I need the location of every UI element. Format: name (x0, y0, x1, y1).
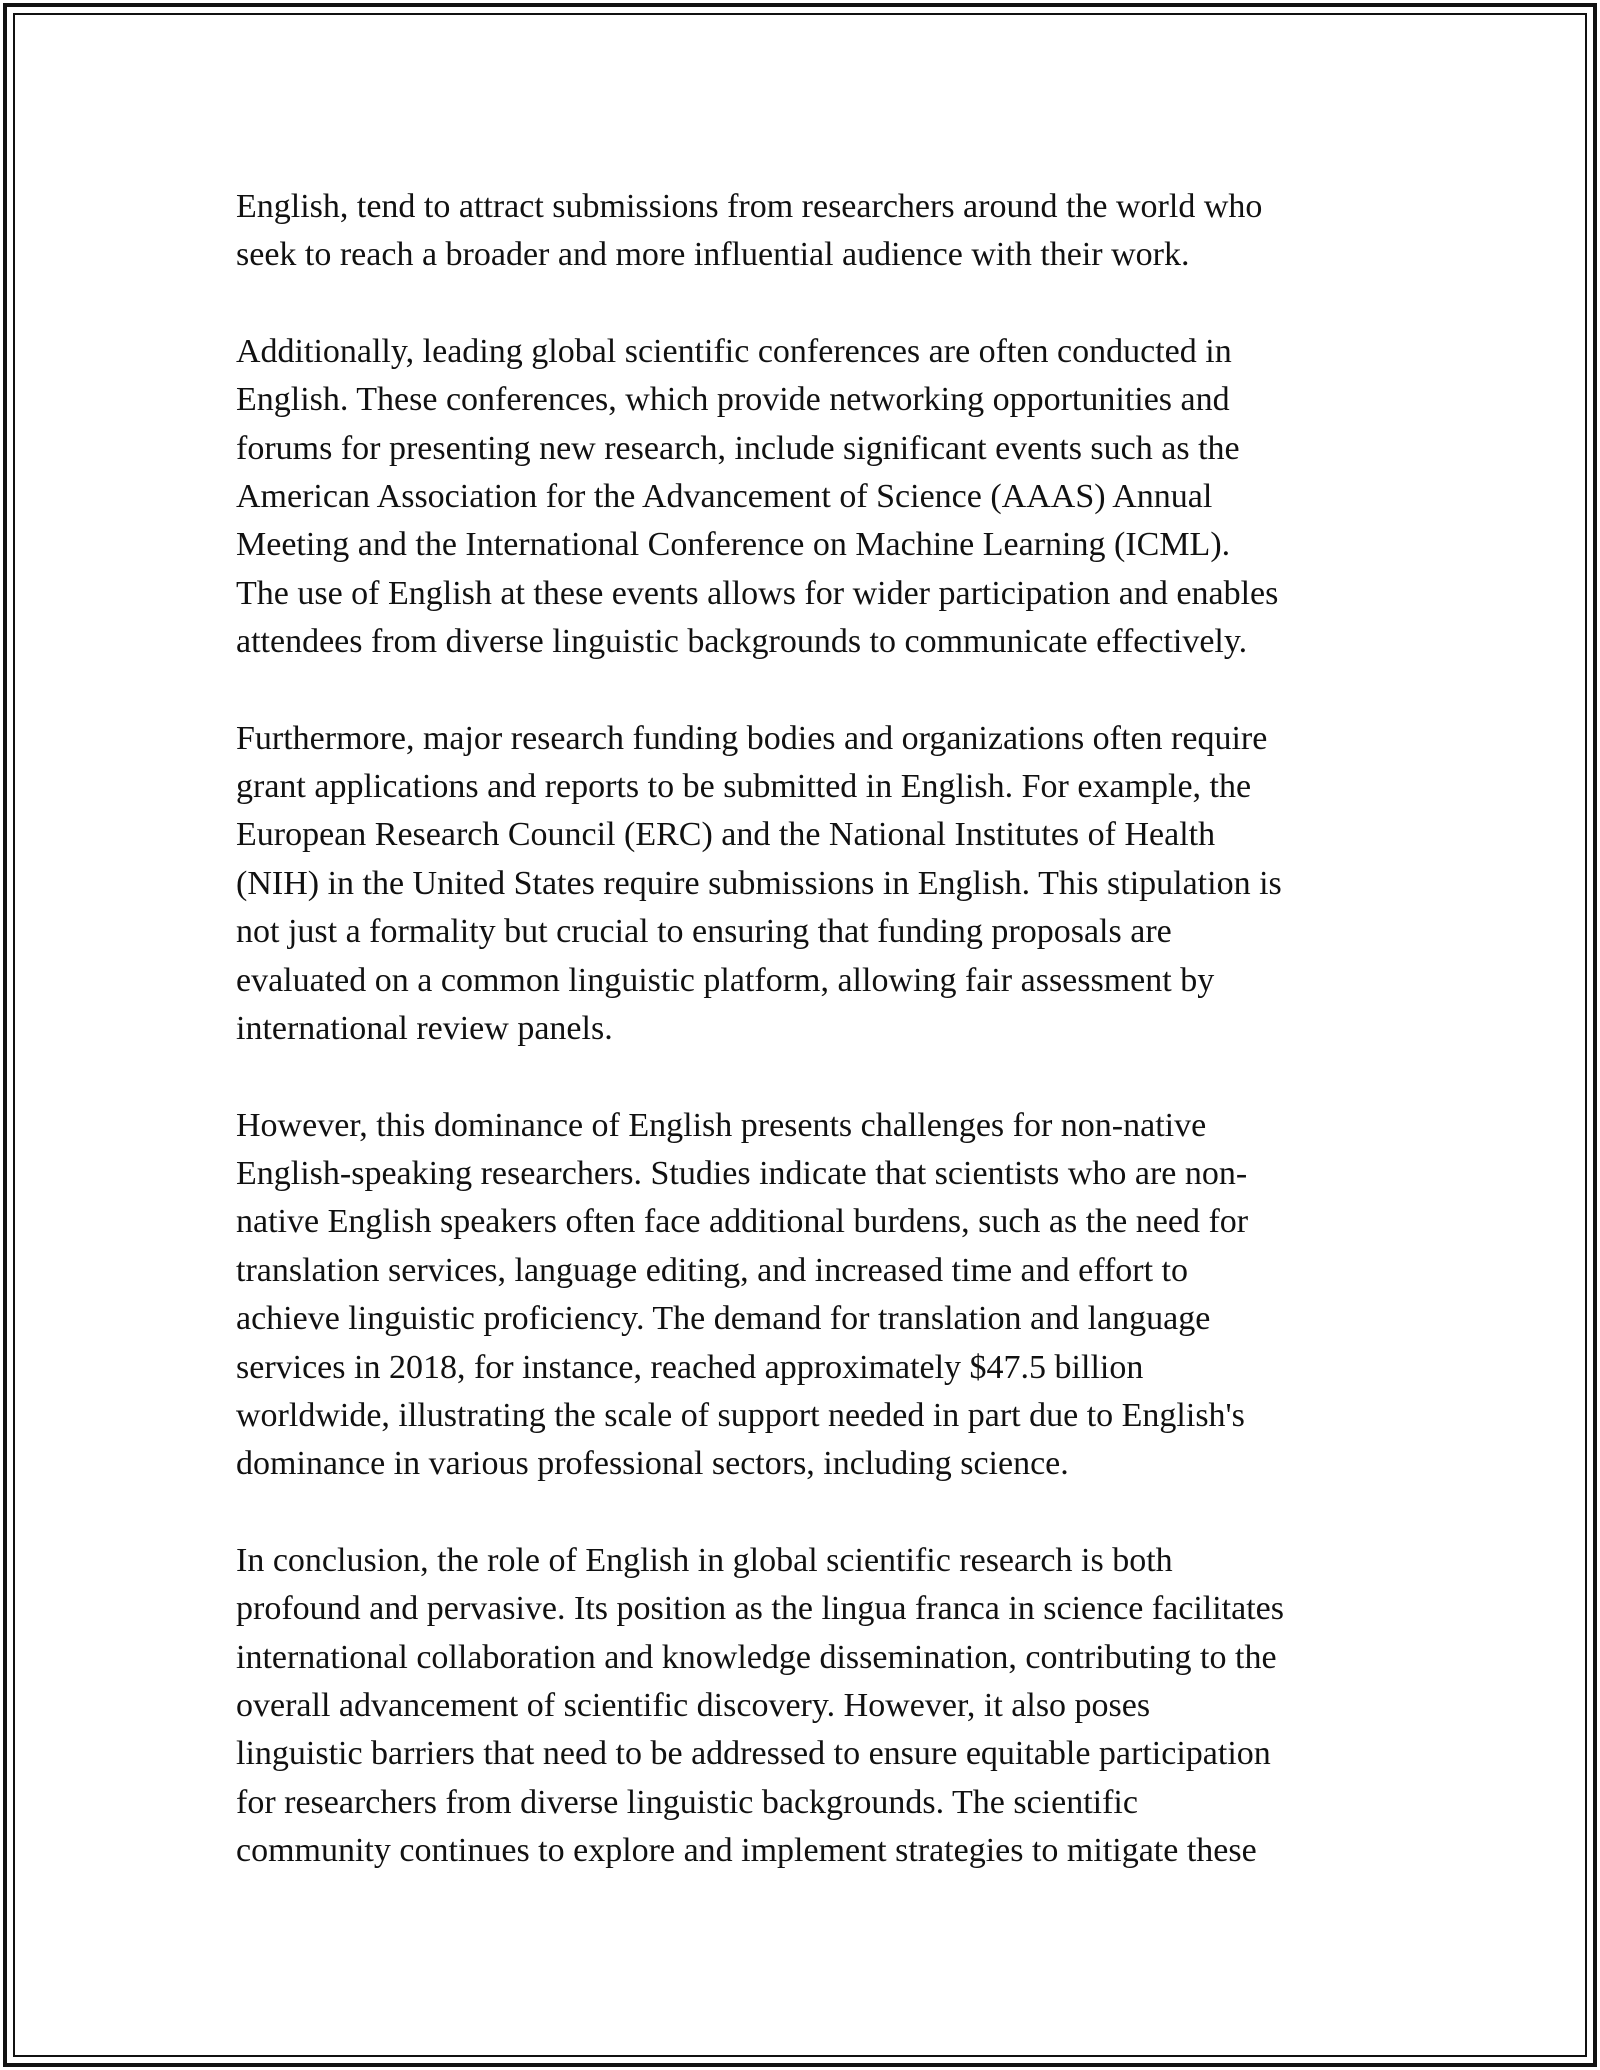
text-line: overall advancement of scientific discovery. However, it also poses (236, 1686, 1151, 1724)
paragraph-2 (236, 328, 1386, 667)
text-line: Additionally, leading global scientific conferences are often conducted in (236, 332, 1232, 370)
text-line: American Association for the Advancement of Science (AAAS) Annual (236, 478, 1213, 516)
text-line: international review panels. (236, 1010, 613, 1048)
text-line: evaluated on a common linguistic platform, allowing fair assessment by (236, 961, 1215, 999)
text-line: English-speaking researchers. Studies indicate that scientists who are non- (236, 1154, 1248, 1192)
text-line: Meeting and the International Conference on Machine Learning (ICML). (236, 526, 1231, 564)
text-line: profound and pervasive. Its position as the lingua franca in science facilitates (236, 1590, 1284, 1628)
text-line: attendees from diverse linguistic backgrounds to communicate effectively. (236, 623, 1248, 661)
text-line: grant applications and reports to be submitted in English. For example, the (236, 768, 1252, 806)
text-line: (NIH) in the United States require submissions in English. This stipulation is (236, 864, 1282, 902)
text-line: The use of English at these events allows for wider participation and enables (236, 574, 1279, 612)
paragraph-4 (236, 1102, 1386, 1489)
text-line: European Research Council (ERC) and the National Institutes of Health (236, 816, 1216, 854)
text-line: community continues to explore and implement strategies to mitigate these (236, 1832, 1257, 1870)
text-line: In conclusion, the role of English in global scientific research is both (236, 1541, 1173, 1579)
text-line: international collaboration and knowledge dissemination, contributing to the (236, 1638, 1277, 1676)
text-line: dominance in various professional sectors, including science. (236, 1445, 1069, 1483)
text-line: forums for presenting new research, include significant events such as the (236, 429, 1240, 467)
text-line: linguistic barriers that need to be addressed to ensure equitable participation (236, 1735, 1271, 1773)
paragraph-3 (236, 715, 1386, 1054)
text-line: worldwide, illustrating the scale of support needed in part due to English's (236, 1396, 1245, 1434)
text-line: not just a formality but crucial to ensuring that funding proposals are (236, 913, 1172, 951)
text-line: English. These conferences, which provide networking opportunities and (236, 381, 1230, 419)
paragraph-1 (236, 183, 1386, 280)
text-line: seek to reach a broader and more influential audience with their work. (236, 236, 1190, 274)
text-line: Furthermore, major research funding bodies and organizations often require (236, 719, 1268, 757)
text-line: native English speakers often face additional burdens, such as the need for (236, 1203, 1249, 1241)
text-line: English, tend to attract submissions from researchers around the world who (236, 188, 1263, 225)
text-line: However, this dominance of English presents challenges for non-native (236, 1106, 1207, 1144)
paragraph-5 (236, 1537, 1386, 1876)
text-line: for researchers from diverse linguistic backgrounds. The scientific (236, 1783, 1138, 1821)
document-body (236, 183, 1386, 1924)
text-line: achieve linguistic proficiency. The demand for translation and language (236, 1300, 1211, 1338)
text-line: translation services, language editing, and increased time and effort to (236, 1251, 1188, 1289)
text-line: services in 2018, for instance, reached approximately $47.5 billion (236, 1348, 1144, 1386)
